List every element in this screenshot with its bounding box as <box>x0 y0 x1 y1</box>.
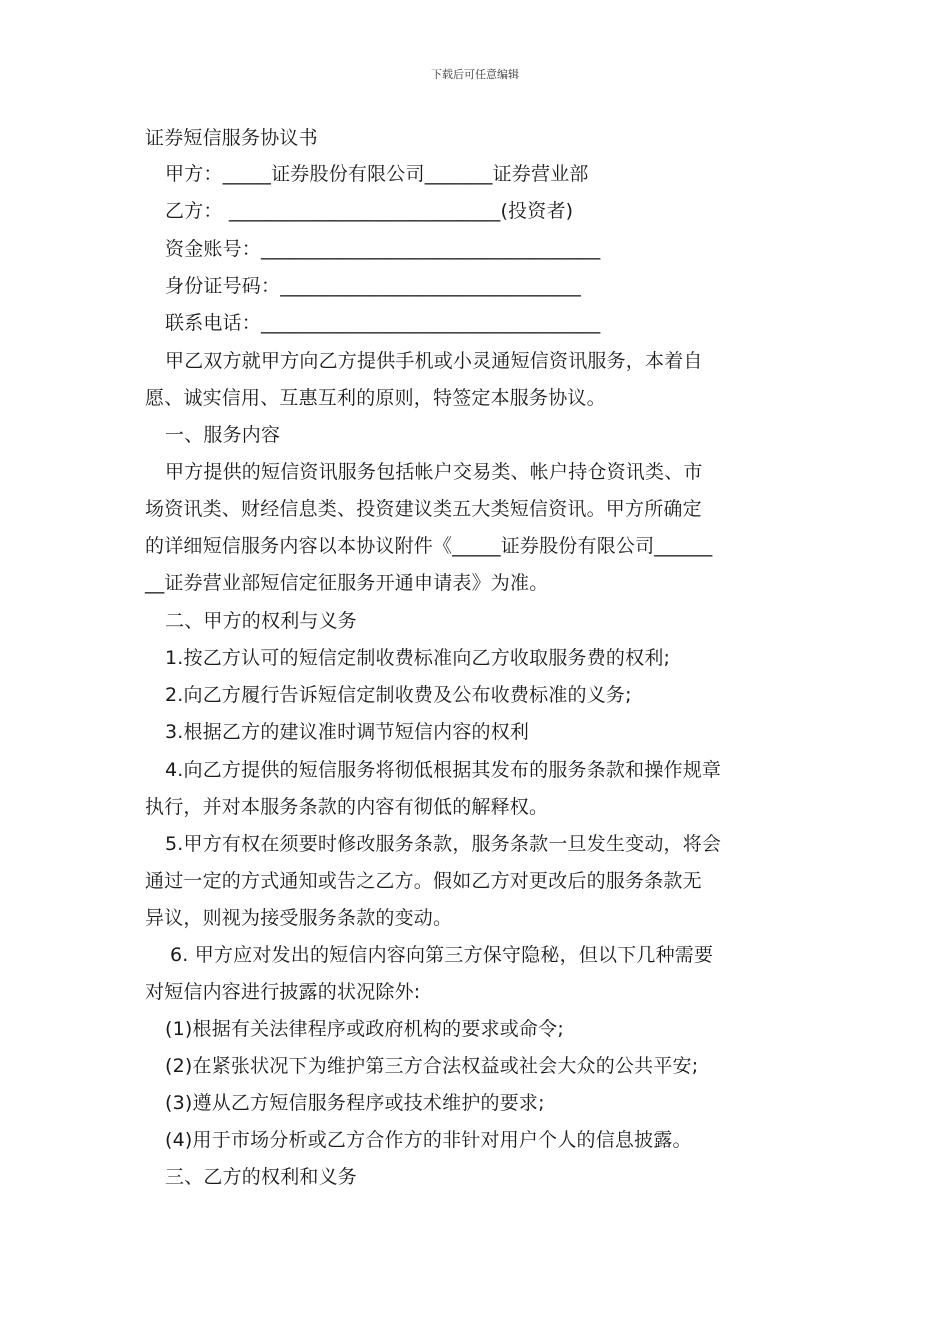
section-heading: 一、服务内容 <box>165 424 281 446</box>
paragraph-line: 甲方提供的短信资讯服务包括帐户交易类、帐户持仓资讯类、市 <box>165 461 703 483</box>
list-item: 4.向乙方提供的短信服务将彻低根据其发布的服务条款和操作规章 <box>165 759 722 781</box>
phone-line: 联系电话：___________________________________ <box>165 312 601 334</box>
section-heading: 三、乙方的权利和义务 <box>165 1166 358 1188</box>
list-item: 6. 甲方应对发出的短信内容向第三方保守隐秘，但以下几种需要 <box>170 944 714 966</box>
section-heading: 二、甲方的权利与义务 <box>165 610 358 632</box>
list-item-continuation: 对短信内容进行披露的状况除外: <box>145 981 421 1003</box>
sub-list-item: (4)用于市场分析或乙方合作方的非针对用户个人的信息披露。 <box>165 1129 692 1151</box>
fund-account-line: 资金账号：___________________________________ <box>165 238 601 260</box>
list-item: 1.按乙方认可的短信定制收费标准向乙方收取服务费的权利; <box>165 647 671 669</box>
page-header: 下载后可任意编辑 <box>431 68 519 81</box>
paragraph-line: 场资讯类、财经信息类、投资建议类五大类短信资讯。甲方所确定 <box>145 498 702 520</box>
sub-list-item: (2)在紧张状况下为维护第三方合法权益或社会大众的公共平安; <box>165 1055 699 1077</box>
list-item-continuation: 通过一定的方式通知或告之乙方。假如乙方对更改后的服务条款无 <box>145 870 702 892</box>
list-item-continuation: 异议，则视为接受服务条款的变动。 <box>145 907 453 929</box>
id-number-line: 身份证号码：_______________________________ <box>165 275 581 297</box>
list-item-continuation: 执行，并对本服务条款的内容有彻低的解释权。 <box>145 796 549 818</box>
sub-list-item: (3)遵从乙方短信服务程序或技术维护的要求; <box>165 1092 545 1114</box>
sub-list-item: (1)根据有关法律程序或政府机构的要求或命令; <box>165 1018 564 1040</box>
list-item: 3.根据乙方的建议准时调节短信内容的权利 <box>165 721 530 743</box>
party-a-line: 甲方：_____证券股份有限公司_______证券营业部 <box>165 163 589 185</box>
intro-paragraph-line: 愿、诚实信用、互惠互利的原则，特签定本服务协议。 <box>145 387 606 409</box>
document-title: 证券短信服务协议书 <box>145 127 318 149</box>
list-item: 5.甲方有权在须要时修改服务条款，服务条款一旦发生变动，将会 <box>165 833 722 855</box>
party-b-line: 乙方： ____________________________(投资者) <box>165 200 574 222</box>
paragraph-line: 的详细短信服务内容以本协议附件《_____证券股份有限公司______ <box>145 535 713 557</box>
list-item: 2.向乙方履行告诉短信定制收费及公布收费标准的义务; <box>165 684 632 706</box>
paragraph-line: __证券营业部短信定征服务开通申请表》为准。 <box>145 572 549 594</box>
intro-paragraph-line: 甲乙双方就甲方向乙方提供手机或小灵通短信资讯服务，本着自 <box>165 350 703 372</box>
